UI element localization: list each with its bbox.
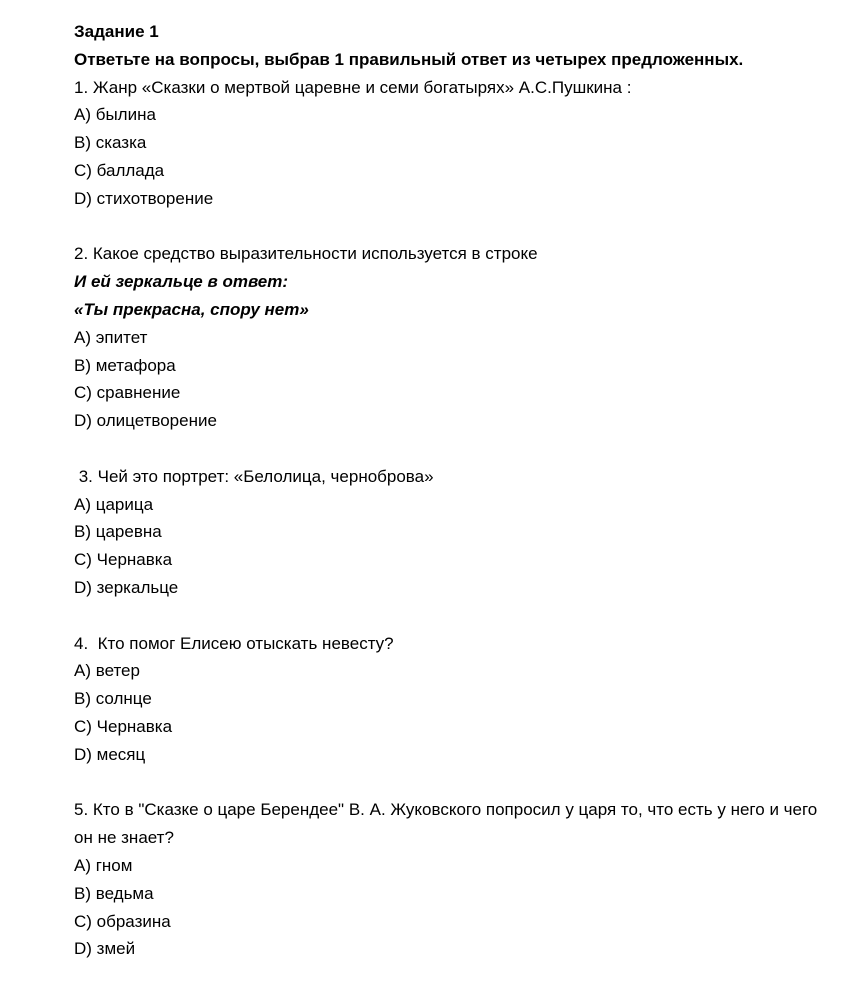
answer-option: C) баллада	[74, 160, 165, 180]
question-text: 3. Чей это портрет: «Белолица, черноброва»	[74, 466, 434, 486]
answer-option: C) сравнение	[74, 383, 181, 403]
question-text: 2. Какое средство выразительности используется в строке	[74, 244, 538, 264]
answer-option: C) Чернавка	[74, 716, 173, 736]
answer-option: A) ветер	[74, 661, 140, 681]
answer-option: D) месяц	[74, 744, 146, 764]
answer-option: B) ведьма	[74, 883, 154, 903]
answer-option: D) стихотворение	[74, 188, 214, 208]
question-1	[74, 74, 834, 213]
answer-option: C) Чернавка	[74, 550, 173, 570]
instruction-text: Ответьте на вопросы, выбрав 1 правильный ответ из четырех предложенных.	[74, 49, 744, 69]
quote-line: И ей зеркальце в ответ:	[74, 272, 289, 292]
question-text: 1. Жанр «Сказки о мертвой царевне и семи богатырях» А.С.Пушкина :	[74, 77, 632, 97]
answer-option: A) царица	[74, 494, 154, 514]
answer-option: B) метафора	[74, 355, 176, 375]
worksheet-page	[74, 18, 834, 963]
answer-option: D) олицетворение	[74, 411, 217, 431]
quote-line: «Ты прекрасна, спору нет»	[74, 299, 309, 319]
answer-option: A) эпитет	[74, 327, 148, 347]
question-5	[74, 796, 834, 963]
answer-option: B) царевна	[74, 522, 162, 542]
question-text: 4. Кто помог Елисею отыскать невесту?	[74, 633, 394, 653]
answer-option: A) гном	[74, 855, 133, 875]
answer-option: B) сказка	[74, 133, 147, 153]
question-4	[74, 630, 834, 769]
answer-option: C) образина	[74, 911, 171, 931]
task-title: Задание 1	[74, 22, 159, 41]
question-2	[74, 240, 834, 435]
question-text: 5. Кто в "Сказке о царе Берендее" В. А. Жуковского попросил у царя то, что есть у него и чего он не знает?	[74, 800, 818, 848]
answer-option: D) змей	[74, 939, 136, 959]
answer-option: D) зеркальце	[74, 577, 179, 597]
answer-option: B) солнце	[74, 689, 152, 709]
question-3	[74, 463, 834, 602]
answer-option: A) былина	[74, 105, 156, 125]
